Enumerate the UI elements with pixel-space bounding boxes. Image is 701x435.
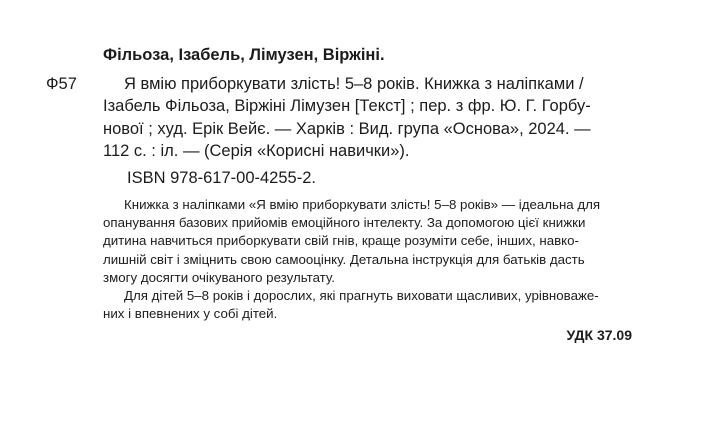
annotation-line: Для дітей 5–8 років і дорослих, які прагнуть виховати щасливих, урівноваже- xyxy=(124,288,599,304)
description-line: 112 с. : іл. — (Серія «Корисні навички»). xyxy=(103,141,410,160)
annotation-line: них і впевнених у собі дітей. xyxy=(103,306,278,322)
isbn-line: ISBN 978-617-00-4255-2. xyxy=(127,169,316,187)
annotation-line: дитина навчиться приборкувати свій гнів, краще розуміти себе, інших, навко- xyxy=(103,233,579,249)
annotation-line: лишній світ і зміцнить свою самооцінку. Детальна інструкція для батьків дасть xyxy=(103,251,585,267)
annotation xyxy=(103,196,643,323)
author-index-code: Ф57 xyxy=(46,75,77,93)
bibliographic-description xyxy=(103,73,643,162)
udc-code: УДК 37.09 xyxy=(566,327,632,343)
annotation-line: Книжка з наліпками «Я вмію приборкувати злість! 5–8 років» — ідеальна для xyxy=(124,197,601,212)
description-line: Ізабель Фільоза, Віржіні Лімузен [Текст] ; пер. з фр. Ю. Г. Горбу- xyxy=(103,97,591,116)
description-line: нової ; худ. Ерік Вейє. — Харків : Вид. група «Основа», 2024. — xyxy=(103,119,591,138)
annotation-line: опанування базових прийомів емоційного інтелекту. За допомогою цієї книжки xyxy=(103,215,586,231)
description-line: Я вмію приборкувати злість! 5–8 років. Книжка з наліпками / xyxy=(124,75,584,93)
annotation-line: змогу досягти очікуваного результату. xyxy=(103,269,335,285)
author-heading: Фільоза, Ізабель, Лімузен, Віржіні. xyxy=(103,46,385,64)
